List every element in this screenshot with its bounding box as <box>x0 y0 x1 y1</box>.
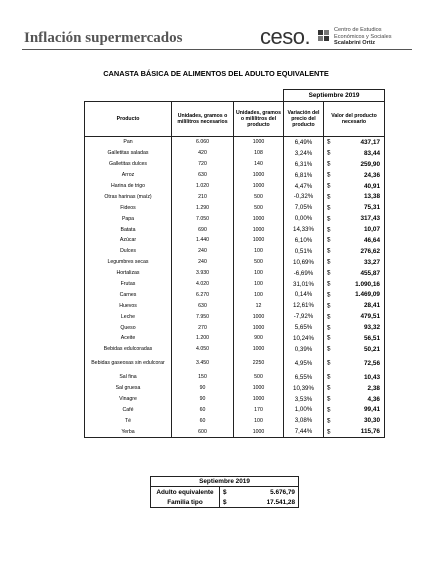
table-row <box>85 404 385 415</box>
table-row <box>85 159 385 170</box>
price-variation: 1,00% <box>284 404 324 415</box>
product-name: Galletitas dulces <box>85 159 172 170</box>
product-name: Harina de trigo <box>85 181 172 192</box>
product-unit: 1000 <box>234 383 284 394</box>
required-quantity: 3.450 <box>172 355 234 372</box>
price-variation: 0,51% <box>284 246 324 257</box>
price-variation: 0,39% <box>284 344 324 355</box>
value-amount: 13,38 <box>364 193 380 201</box>
required-quantity: 1.020 <box>172 181 234 192</box>
product-value <box>324 383 385 394</box>
product-value <box>324 355 385 372</box>
value-amount: 33,27 <box>364 258 380 266</box>
summary-value: 5.676,79 <box>236 487 299 498</box>
table-row <box>85 415 385 426</box>
product-value <box>324 426 385 437</box>
table-row <box>85 246 385 257</box>
product-name: Carnes <box>85 289 172 300</box>
product-value <box>324 279 385 290</box>
table-row <box>85 300 385 311</box>
product-name: Café <box>85 404 172 415</box>
value-amount: 28,41 <box>364 302 380 310</box>
currency-symbol: $ <box>327 359 331 367</box>
required-quantity: 1.200 <box>172 333 234 344</box>
price-variation: 3,24% <box>284 148 324 159</box>
column-header: Valor del producto necesario <box>324 102 385 137</box>
product-value <box>324 181 385 192</box>
currency-symbol: $ <box>327 395 331 403</box>
summary-value: 17.541,28 <box>236 497 299 508</box>
table-row <box>85 235 385 246</box>
required-quantity: 6.060 <box>172 137 234 148</box>
product-name: Fideos <box>85 202 172 213</box>
price-variation: 4,95% <box>284 355 324 372</box>
product-unit: 1000 <box>234 394 284 405</box>
currency-symbol: $ <box>327 138 331 146</box>
currency-symbol: $ <box>327 171 331 179</box>
product-value <box>324 344 385 355</box>
table-row <box>85 137 385 148</box>
document-title: CANASTA BÁSICA DE ALIMENTOS DEL ADULTO EQUIVALENTE <box>103 69 329 78</box>
price-variation: 3,53% <box>284 394 324 405</box>
price-variation: 6,10% <box>284 235 324 246</box>
currency-symbol: $ <box>327 258 331 266</box>
currency-symbol: $ <box>327 373 331 381</box>
product-value <box>324 322 385 333</box>
product-name: Huevos <box>85 300 172 311</box>
price-variation: 10,39% <box>284 383 324 394</box>
currency-symbol: $ <box>327 269 331 277</box>
product-name: Bebidas gaseosas sin edulcorar <box>85 355 172 372</box>
currency-symbol: $ <box>327 334 331 342</box>
product-value <box>324 372 385 383</box>
value-amount: 455,87 <box>360 269 380 277</box>
product-name: Sal gruesa <box>85 383 172 394</box>
product-value <box>324 257 385 268</box>
product-unit: 1000 <box>234 170 284 181</box>
product-value <box>324 159 385 170</box>
product-unit: 1000 <box>234 344 284 355</box>
table-row <box>85 257 385 268</box>
table-row <box>85 355 385 372</box>
product-unit: 1000 <box>234 181 284 192</box>
summary-row <box>151 487 299 498</box>
price-variation: 14,33% <box>284 224 324 235</box>
product-value <box>324 213 385 224</box>
value-amount: 56,51 <box>364 334 380 342</box>
logo-wordmark: ceso. <box>260 24 311 49</box>
currency-symbol: $ <box>327 384 331 392</box>
product-unit: 12 <box>234 300 284 311</box>
summary-currency: $ <box>220 497 237 508</box>
product-name: Queso <box>85 322 172 333</box>
currency-symbol: $ <box>327 226 331 234</box>
product-unit: 500 <box>234 191 284 202</box>
currency-symbol: $ <box>327 247 331 255</box>
product-value <box>324 333 385 344</box>
required-quantity: 240 <box>172 257 234 268</box>
product-name: Dulces <box>85 246 172 257</box>
value-amount: 75,31 <box>364 204 380 212</box>
table-row <box>85 311 385 322</box>
table-row <box>85 181 385 192</box>
required-quantity: 630 <box>172 170 234 181</box>
product-name: Aceite <box>85 333 172 344</box>
product-unit: 1000 <box>234 137 284 148</box>
product-unit: 100 <box>234 289 284 300</box>
currency-symbol: $ <box>327 302 331 310</box>
currency-symbol: $ <box>327 345 331 353</box>
product-name: Bebidas edulcoradas <box>85 344 172 355</box>
required-quantity: 210 <box>172 191 234 202</box>
product-name: Batata <box>85 224 172 235</box>
table-row <box>85 268 385 279</box>
required-quantity: 60 <box>172 415 234 426</box>
product-value <box>324 137 385 148</box>
product-value <box>324 404 385 415</box>
column-header: Unidades, gramos o mililitros del producto <box>234 102 284 137</box>
currency-symbol: $ <box>327 193 331 201</box>
required-quantity: 630 <box>172 300 234 311</box>
table-row <box>85 224 385 235</box>
value-amount: 10,07 <box>364 226 380 234</box>
table-row <box>85 372 385 383</box>
table-row <box>85 170 385 181</box>
product-name: Pan <box>85 137 172 148</box>
price-variation: 6,31% <box>284 159 324 170</box>
product-unit: 100 <box>234 246 284 257</box>
summary-header-row <box>151 477 299 487</box>
column-header: Variación del precio del producto <box>284 102 324 137</box>
product-name: Papa <box>85 213 172 224</box>
currency-symbol: $ <box>327 280 331 288</box>
table-row <box>85 426 385 437</box>
product-name: Azúcar <box>85 235 172 246</box>
product-value <box>324 224 385 235</box>
value-amount: 115,76 <box>360 428 380 436</box>
product-value <box>324 268 385 279</box>
product-name: Otras harinas (maíz) <box>85 191 172 202</box>
currency-symbol: $ <box>327 291 331 299</box>
required-quantity: 420 <box>172 148 234 159</box>
table-body <box>85 137 385 438</box>
value-amount: 437,17 <box>360 138 380 146</box>
logo-caption: Centro de Estudios Económicos y Sociales Scalabrini Ortiz <box>334 27 392 46</box>
required-quantity: 6.270 <box>172 289 234 300</box>
required-quantity: 720 <box>172 159 234 170</box>
summary-period: Septiembre 2019 <box>151 477 299 487</box>
currency-symbol: $ <box>327 236 331 244</box>
currency-symbol: $ <box>327 215 331 223</box>
value-amount: 1.469,09 <box>355 291 380 299</box>
product-value <box>324 289 385 300</box>
product-name: Sal fina <box>85 372 172 383</box>
currency-symbol: $ <box>327 324 331 332</box>
product-name: Leche <box>85 311 172 322</box>
required-quantity: 150 <box>172 372 234 383</box>
product-unit: 1000 <box>234 224 284 235</box>
product-name: Té <box>85 415 172 426</box>
value-amount: 40,91 <box>364 182 380 190</box>
currency-symbol: $ <box>327 313 331 321</box>
summary-label: Adulto equivalente <box>151 487 220 498</box>
product-unit: 108 <box>234 148 284 159</box>
required-quantity: 4.050 <box>172 344 234 355</box>
price-variation: 6,55% <box>284 372 324 383</box>
required-quantity: 600 <box>172 426 234 437</box>
value-amount: 1.090,16 <box>355 280 380 288</box>
required-quantity: 7.950 <box>172 311 234 322</box>
product-name: Legumbres secas <box>85 257 172 268</box>
summary-table <box>150 476 299 508</box>
product-value <box>324 235 385 246</box>
currency-symbol: $ <box>327 428 331 436</box>
value-amount: 24,36 <box>364 171 380 179</box>
table-row <box>85 279 385 290</box>
product-name: Frutas <box>85 279 172 290</box>
value-amount: 30,30 <box>364 417 380 425</box>
price-variation: 7,05% <box>284 202 324 213</box>
table-row <box>85 322 385 333</box>
required-quantity: 7.050 <box>172 213 234 224</box>
product-unit: 500 <box>234 372 284 383</box>
value-amount: 72,56 <box>364 359 380 367</box>
currency-symbol: $ <box>327 160 331 168</box>
product-name: Vinagre <box>85 394 172 405</box>
required-quantity: 4.020 <box>172 279 234 290</box>
table-row <box>85 394 385 405</box>
product-unit: 100 <box>234 268 284 279</box>
required-quantity: 1.440 <box>172 235 234 246</box>
table-row <box>85 383 385 394</box>
product-unit: 2250 <box>234 355 284 372</box>
required-quantity: 240 <box>172 246 234 257</box>
product-value <box>324 246 385 257</box>
table-row <box>85 289 385 300</box>
product-value <box>324 415 385 426</box>
product-unit: 1000 <box>234 311 284 322</box>
price-variation: 10,69% <box>284 257 324 268</box>
price-variation: 5,65% <box>284 322 324 333</box>
page-title: Inflación supermercados <box>24 30 183 46</box>
product-name: Galletitas saladas <box>85 148 172 159</box>
product-unit: 1000 <box>234 235 284 246</box>
table-row <box>85 191 385 202</box>
product-unit: 900 <box>234 333 284 344</box>
value-amount: 50,21 <box>364 345 380 353</box>
product-unit: 100 <box>234 415 284 426</box>
summary-currency: $ <box>220 487 237 498</box>
price-variation: -6,69% <box>284 268 324 279</box>
table-row <box>85 344 385 355</box>
currency-symbol: $ <box>327 406 331 414</box>
price-variation: 10,24% <box>284 333 324 344</box>
currency-symbol: $ <box>327 182 331 190</box>
summary-row <box>151 497 299 508</box>
table-row <box>85 213 385 224</box>
product-value <box>324 202 385 213</box>
value-amount: 2,38 <box>367 384 380 392</box>
value-amount: 93,32 <box>364 324 380 332</box>
table-row <box>85 202 385 213</box>
product-name: Yerba <box>85 426 172 437</box>
price-variation: 4,47% <box>284 181 324 192</box>
price-variation: 7,44% <box>284 426 324 437</box>
product-unit: 100 <box>234 279 284 290</box>
value-amount: 276,62 <box>360 247 380 255</box>
column-header: Unidades, gramos o mililitros necesarios <box>172 102 234 137</box>
value-amount: 83,44 <box>364 149 380 157</box>
price-variation: -7,92% <box>284 311 324 322</box>
product-unit: 1000 <box>234 322 284 333</box>
product-unit: 500 <box>234 202 284 213</box>
price-table <box>84 89 385 438</box>
value-amount: 479,51 <box>360 313 380 321</box>
product-name: Arroz <box>85 170 172 181</box>
currency-symbol: $ <box>327 417 331 425</box>
period-row <box>85 90 385 102</box>
required-quantity: 1.290 <box>172 202 234 213</box>
product-value <box>324 394 385 405</box>
product-name: Hortalizas <box>85 268 172 279</box>
logo-squares-icon <box>318 30 330 42</box>
required-quantity: 3.930 <box>172 268 234 279</box>
value-amount: 259,90 <box>360 160 380 168</box>
table-header-row <box>85 102 385 137</box>
period-label: Septiembre 2019 <box>284 90 385 102</box>
column-header: Producto <box>85 102 172 137</box>
price-variation: 12,61% <box>284 300 324 311</box>
price-variation: 6,49% <box>284 137 324 148</box>
product-value <box>324 191 385 202</box>
summary-label: Familia tipo <box>151 497 220 508</box>
value-amount: 99,41 <box>364 406 380 414</box>
table-row <box>85 148 385 159</box>
price-variation: 3,08% <box>284 415 324 426</box>
price-variation: -0,32% <box>284 191 324 202</box>
product-value <box>324 300 385 311</box>
product-unit: 1000 <box>234 426 284 437</box>
header-divider <box>22 49 412 50</box>
required-quantity: 270 <box>172 322 234 333</box>
value-amount: 10,43 <box>364 373 380 381</box>
required-quantity: 90 <box>172 383 234 394</box>
product-unit: 500 <box>234 257 284 268</box>
product-unit: 1000 <box>234 213 284 224</box>
product-value <box>324 170 385 181</box>
required-quantity: 90 <box>172 394 234 405</box>
currency-symbol: $ <box>327 149 331 157</box>
value-amount: 317,43 <box>360 215 380 223</box>
product-value <box>324 148 385 159</box>
required-quantity: 60 <box>172 404 234 415</box>
table-row <box>85 333 385 344</box>
value-amount: 46,64 <box>364 236 380 244</box>
product-unit: 170 <box>234 404 284 415</box>
required-quantity: 690 <box>172 224 234 235</box>
price-variation: 0,14% <box>284 289 324 300</box>
value-amount: 4,36 <box>367 395 380 403</box>
product-value <box>324 311 385 322</box>
product-unit: 140 <box>234 159 284 170</box>
currency-symbol: $ <box>327 204 331 212</box>
price-variation: 0,00% <box>284 213 324 224</box>
price-variation: 6,81% <box>284 170 324 181</box>
price-variation: 31,01% <box>284 279 324 290</box>
